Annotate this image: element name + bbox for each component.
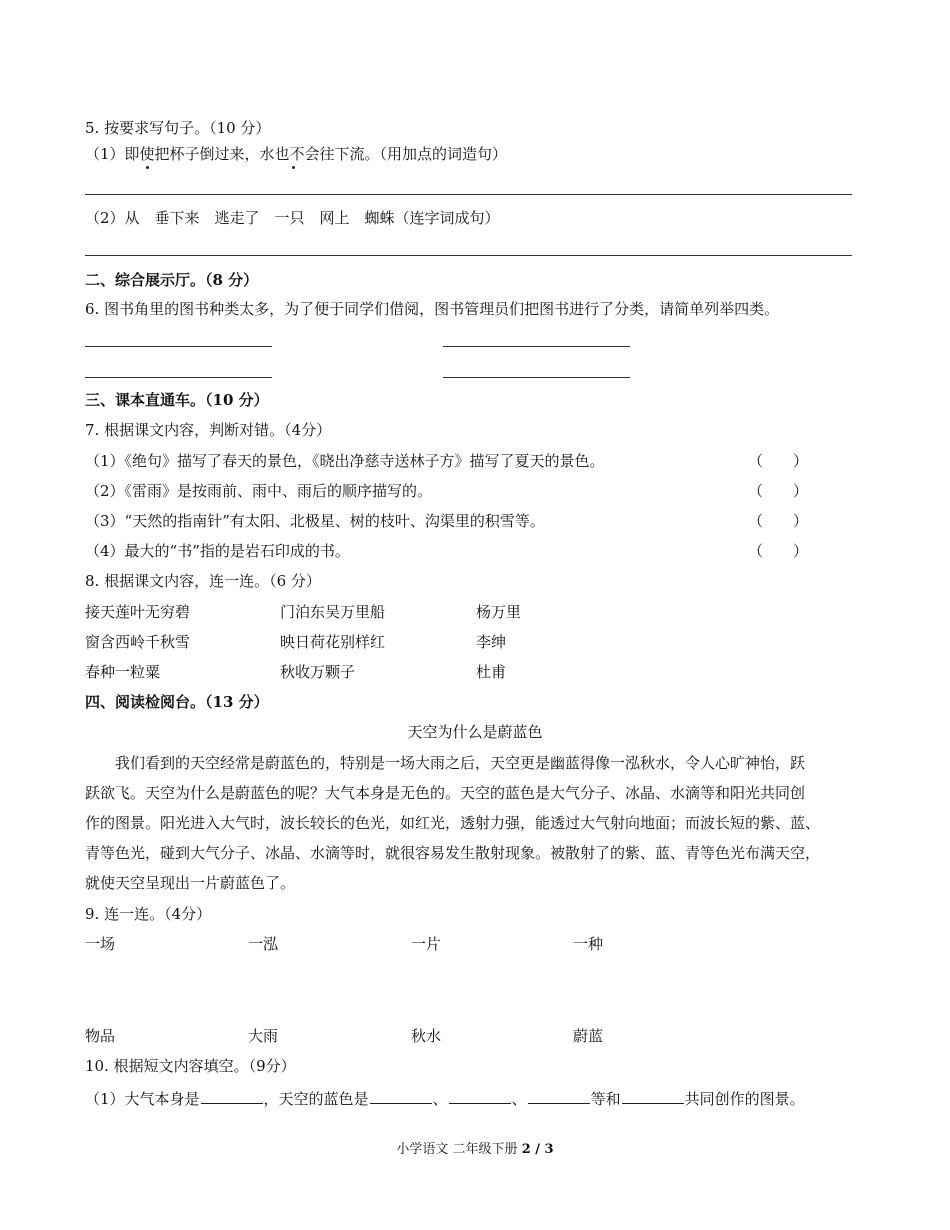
emphasis-dot: [146, 166, 149, 169]
q5-sentence-1: （1）即使把杯子倒过来，水也不会往下流。（用加点的词造句）: [85, 145, 508, 163]
q5-sentence-2: （2）从 垂下来 逃走了 一只 网上 蜘蛛（连字词成句）: [85, 209, 500, 227]
passage-line: 跃欲飞。天空为什么是蔚蓝色的呢？大气本身是无色的。天空的蓝色是大气分子、冰晶、水滴等和阳光共同创: [85, 784, 806, 802]
q7-item: （4）最大的“书”指的是岩石印成的书。: [85, 542, 350, 560]
fill-blank[interactable]: [370, 1087, 432, 1104]
answer-paren[interactable]: （ ）: [748, 482, 809, 500]
q10-text: （1）大气本身是: [85, 1090, 200, 1108]
section-2-title: 二、综合展示厅。（8 分）: [85, 271, 259, 289]
q7-item: （3）“天然的指南针”有太阳、北极星、树的枝叶、沟渠里的积雪等。: [85, 512, 545, 530]
fill-blank[interactable]: [201, 1087, 263, 1104]
q7-item: （2）《雷雨》是按雨前、雨中、雨后的顺序描写的。: [85, 482, 433, 500]
section-4-title: 四、阅读检阅台。（13 分）: [85, 693, 269, 711]
page-number: 2 / 3: [521, 1142, 554, 1157]
passage-line: 我们看到的天空经常是蔚蓝色的，特别是一场大雨之后，天空更是幽蓝得像一泓秋水，令人心旷神怡，跃: [85, 754, 806, 772]
q9-top-item[interactable]: 一泓: [248, 935, 279, 953]
footer-text: 小学语文 二年级下册: [396, 1142, 522, 1157]
q6-text: 6. 图书角里的图书种类太多，为了便于同学们借阅，图书管理员们把图书进行了分类，请简单列举四类。: [85, 300, 780, 318]
q9-top-item[interactable]: 一种: [573, 935, 604, 953]
passage-line: 作的图景。阳光进入大气时，波长较长的色光，如红光，透射力强，能透过大气射向地面；而波长短的紫、蓝、: [85, 814, 821, 832]
passage-body: [85, 748, 865, 898]
passage-title: 天空为什么是蔚蓝色: [407, 723, 543, 741]
q10-text: 、: [432, 1090, 448, 1108]
q9-title: 9. 连一连。（4分）: [85, 905, 212, 923]
q8-col1-item: 春种一粒粟: [85, 663, 161, 681]
fill-blank[interactable]: [449, 1087, 511, 1104]
fill-blank[interactable]: [622, 1087, 684, 1104]
q8-title: 8. 根据课文内容，连一连。（6 分）: [85, 572, 321, 590]
q10-text: 等和: [590, 1090, 621, 1108]
q9-bottom-item[interactable]: 蔚蓝: [573, 1027, 604, 1045]
page-footer: [0, 1140, 950, 1160]
q8-col3-item: 杨万里: [476, 603, 522, 621]
q10-text: 、: [511, 1090, 527, 1108]
answer-line[interactable]: [85, 255, 852, 256]
q9-top-item[interactable]: 一片: [411, 935, 442, 953]
q9-bottom-item[interactable]: 物品: [85, 1027, 116, 1045]
q8-col3-item: 李绅: [476, 633, 507, 651]
section-3-title: 三、课本直通车。（10 分）: [85, 391, 269, 409]
q10-text: ，天空的蓝色是: [263, 1090, 369, 1108]
q5-title: 5. 按要求写句子。（10 分）: [85, 119, 271, 137]
fill-blank[interactable]: [528, 1087, 590, 1104]
q7-title: 7. 根据课文内容，判断对错。（4分）: [85, 421, 332, 439]
answer-paren[interactable]: （ ）: [748, 512, 809, 530]
passage-line: 就使天空呈现出一片蔚蓝色了。: [85, 874, 296, 892]
q8-col2-item: 秋收万颗子: [280, 663, 356, 681]
answer-line[interactable]: [85, 346, 272, 347]
answer-line[interactable]: [85, 377, 272, 378]
passage-line: 青等色光，碰到大气分子、冰晶、水滴等时，就很容易发生散射现象。被散射了的紫、蓝、青等色光布满天空，: [85, 844, 821, 862]
q10-sentence-1: [85, 1087, 805, 1109]
answer-line[interactable]: [443, 377, 630, 378]
q8-col3-item: 杜甫: [476, 663, 507, 681]
q9-bottom-item[interactable]: 秋水: [411, 1027, 442, 1045]
answer-line[interactable]: [85, 194, 852, 195]
q7-item: （1）《绝句》描写了春天的景色，《晓出净慈寺送林子方》描写了夏天的景色。: [85, 452, 605, 470]
q8-col2-item: 映日荷花别样红: [280, 633, 386, 651]
answer-paren[interactable]: （ ）: [748, 452, 809, 470]
emphasis-dot: [292, 166, 295, 169]
answer-paren[interactable]: （ ）: [748, 542, 809, 560]
q10-text: 共同创作的图景。: [684, 1090, 805, 1108]
q8-col1-item: 窗含西岭千秋雪: [85, 633, 191, 651]
q8-col1-item: 接天莲叶无穷碧: [85, 603, 191, 621]
q9-top-item[interactable]: 一场: [85, 935, 116, 953]
q10-title: 10. 根据短文内容填空。（9分）: [85, 1057, 296, 1075]
q8-col2-item: 门泊东吴万里船: [280, 603, 386, 621]
answer-line[interactable]: [443, 346, 630, 347]
q9-bottom-item[interactable]: 大雨: [248, 1027, 279, 1045]
